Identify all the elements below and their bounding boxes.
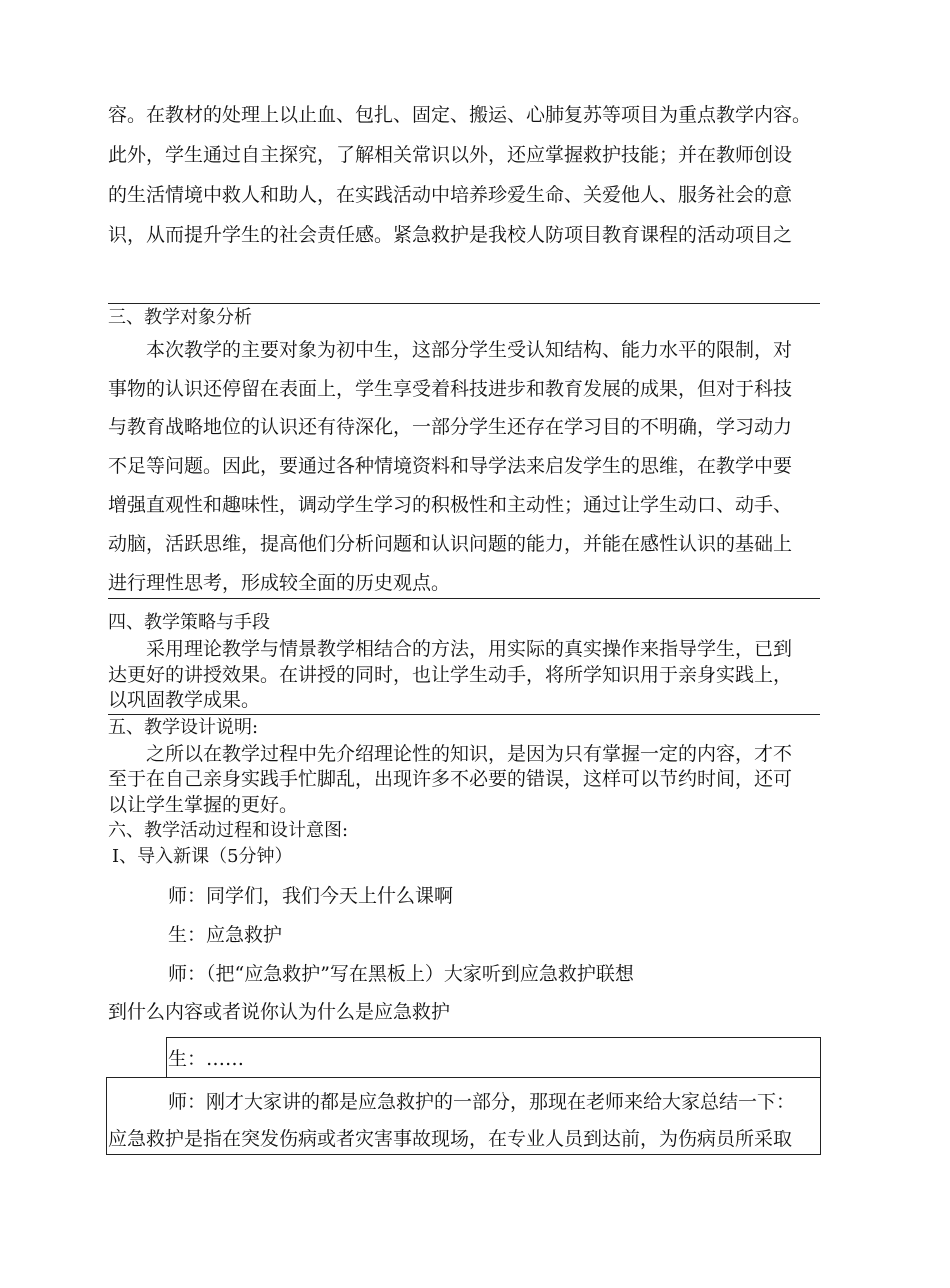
paragraph-line: 动脑，活跃思维，提高他们分析问题和认识问题的能力，并能在感性认识的基础上 xyxy=(108,533,793,555)
dialogue-line: 师：刚才大家讲的都是应急救护的一部分，那现在老师来给大家总结一下： xyxy=(168,1091,796,1113)
paragraph-line: 与教育战略地位的认识还有待深化，一部分学生还存在学习目的不明确，学习动力 xyxy=(108,416,793,438)
paragraph-line: 以让学生掌握的更好。 xyxy=(108,794,299,816)
paragraph-line: 不足等问题。因此，要通过各种情境资料和导学法来启发学生的思维，在教学中要 xyxy=(108,455,793,477)
section-heading: 四、教学策略与手段 xyxy=(108,612,270,633)
paragraph-line: 此外，学生通过自主探究，了解相关常识以外，还应掌握救护技能；并在教师创设 xyxy=(108,144,793,166)
sub-heading: I、导入新课（5分钟） xyxy=(112,846,293,867)
paragraph-line: 的生活情境中救人和助人，在实践活动中培养珍爱生命、关爱他人、服务社会的意 xyxy=(108,184,793,206)
table-divider xyxy=(108,598,820,599)
dialogue-line: 生：…… xyxy=(168,1048,245,1070)
section-heading: 三、教学对象分析 xyxy=(108,307,252,328)
paragraph-line: 识，从而提升学生的社会责任感。紧急救护是我校人防项目教育课程的活动项目之 xyxy=(108,224,793,246)
paragraph-line: 至于在自己亲身实践手忙脚乱，出现许多不必要的错误，这样可以节约时间，还可 xyxy=(108,768,793,790)
section-heading: 六、教学活动过程和设计意图: xyxy=(108,820,349,841)
paragraph-line: 容。在教材的处理上以止血、包扎、固定、搬运、心肺复苏等项目为重点教学内容。 xyxy=(108,104,812,126)
paragraph-line: 事物的认识还停留在表面上，学生享受着科技进步和教育发展的成果，但对于科技 xyxy=(108,378,793,400)
table-divider xyxy=(108,714,820,715)
paragraph-line: 以巩固教学成果。 xyxy=(108,689,261,711)
paragraph-line: 进行理性思考，形成较全面的历史观点。 xyxy=(108,572,451,594)
paragraph-line: 之所以在教学过程中先介绍理论性的知识，是因为只有掌握一定的内容，才不 xyxy=(146,743,793,765)
paragraph-line: 采用理论教学与情景教学相结合的方法，用实际的真实操作来指导学生，已到 xyxy=(146,638,793,660)
student-reply-box xyxy=(166,1037,821,1078)
dialogue-line: 到什么内容或者说你认为什么是应急救护 xyxy=(108,1001,451,1023)
paragraph-line: 本次教学的主要对象为初中生，这部分学生受认知结构、能力水平的限制，对 xyxy=(146,339,793,361)
dialogue-line: 应急救护是指在突发伤病或者灾害事故现场，在专业人员到达前，为伤病员所采取 xyxy=(108,1128,793,1150)
table-divider xyxy=(108,303,820,304)
dialogue-line: 师：（把“应急救护”写在黑板上）大家听到应急救护联想 xyxy=(168,963,634,985)
dialogue-line: 师：同学们，我们今天上什么课啊 xyxy=(168,885,454,907)
paragraph-line: 增强直观性和趣味性，调动学生学习的积极性和主动性；通过让学生动口、动手、 xyxy=(108,494,793,516)
teacher-summary-box xyxy=(106,1077,821,1155)
section-heading: 五、教学设计说明: xyxy=(108,717,259,738)
paragraph-line: 达更好的讲授效果。在讲授的同时，也让学生动手，将所学知识用于亲身实践上， xyxy=(108,664,793,686)
dialogue-line: 生：应急救护 xyxy=(168,924,283,946)
